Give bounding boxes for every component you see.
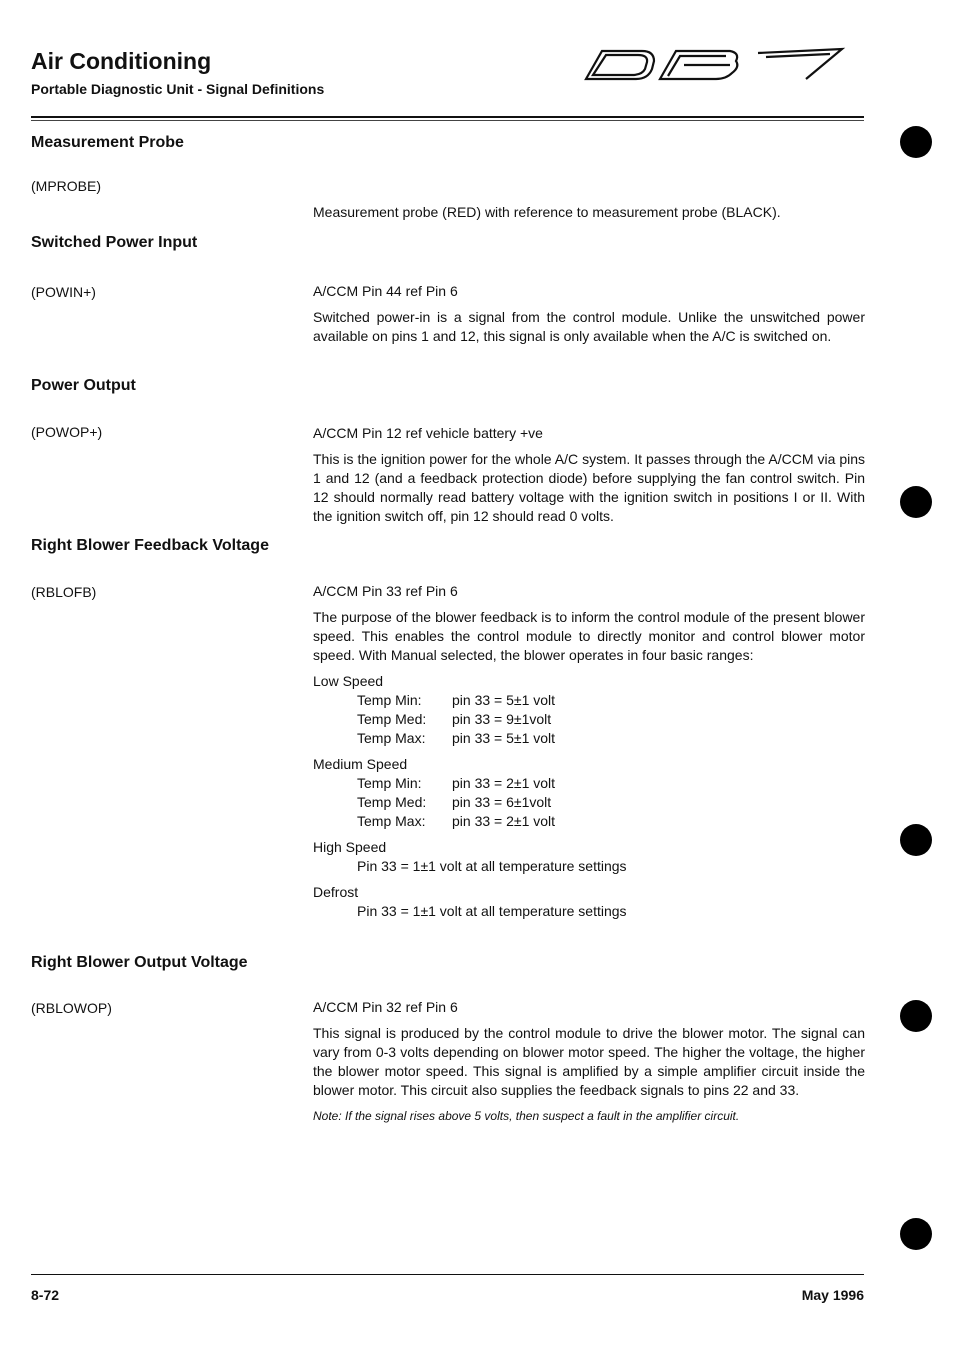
section-heading: Power Output — [31, 377, 136, 394]
temp-value: pin 33 = 2±1 volt — [452, 775, 556, 791]
section-heading: Measurement Probe — [31, 134, 184, 151]
speed-value: Pin 33 = 1±1 volt at all temperature settings — [357, 903, 627, 919]
binder-hole — [900, 126, 932, 158]
section-body — [313, 203, 865, 229]
footer-rule — [31, 1274, 864, 1275]
signal-code: (RBLOWOP) — [31, 1000, 112, 1016]
temp-label: Temp Max: — [357, 813, 426, 829]
speed-value: Pin 33 = 1±1 volt at all temperature settings — [357, 858, 627, 874]
issue-date: May 1996 — [801, 1287, 864, 1303]
body-text: This signal is produced by the control module to drive the blower motor. The signal can vary from 0-3 volts depending on blower motor speed. The higher the voltage, the higher the blower motor speed. This signal is amplified by a simple amplifier circuit inside the blower motor. This circuit also supplies the feedback signals to pins 22 and 33. — [313, 1025, 865, 1098]
pin-reference: A/CCM Pin 33 ref Pin 6 — [313, 583, 458, 599]
temp-value: pin 33 = 5±1 volt — [452, 730, 556, 746]
db7-logo — [580, 45, 850, 81]
temp-value: pin 33 = 9±1volt — [452, 711, 552, 727]
section-body — [313, 424, 865, 533]
temp-label: Temp Med: — [357, 711, 427, 727]
signal-code: (MPROBE) — [31, 178, 101, 194]
list-item — [313, 729, 865, 748]
signal-code: (POWOP+) — [31, 424, 103, 440]
signal-code: (POWIN+) — [31, 284, 96, 300]
body-text: Switched power-in is a signal from the control module. Unlike the unswitched power available on pins 1 and 12, this signal is only available when the A/C is switched on. — [313, 309, 865, 344]
speed-title: Medium Speed — [313, 756, 408, 772]
speed-group-medium — [313, 755, 865, 831]
body-text: The purpose of the blower feedback is to inform the control module of the present blower speed. This enables the control module to directly monitor and control blower motor speed. With Manual selected, the blower operates in four basic ranges: — [313, 609, 865, 663]
body-text: Measurement probe (RED) with reference to measurement probe (BLACK). — [313, 204, 781, 220]
temp-label: Temp Max: — [357, 730, 426, 746]
list-item — [313, 774, 865, 793]
section-heading: Right Blower Output Voltage — [31, 954, 248, 971]
pin-reference: A/CCM Pin 44 ref Pin 6 — [313, 283, 458, 299]
binder-hole — [900, 486, 932, 518]
page-subtitle: Portable Diagnostic Unit - Signal Definitions — [31, 81, 325, 97]
note-text: Note: If the signal rises above 5 volts, then suspect a fault in the amplifier circuit. — [313, 1109, 740, 1123]
pin-reference: A/CCM Pin 12 ref vehicle battery +ve — [313, 425, 543, 441]
page-number: 8-72 — [31, 1287, 60, 1303]
list-item — [313, 710, 865, 729]
section-body — [313, 582, 865, 928]
speed-title: High Speed — [313, 839, 387, 855]
section-body — [313, 282, 865, 353]
speed-title: Low Speed — [313, 673, 384, 689]
section-heading: Switched Power Input — [31, 234, 198, 251]
speed-group-low — [313, 672, 865, 748]
signal-code: (RBLOFB) — [31, 584, 97, 600]
temp-value: pin 33 = 2±1 volt — [452, 813, 556, 829]
section-body — [313, 998, 865, 1133]
list-item — [313, 691, 865, 710]
list-item — [313, 812, 865, 831]
binder-hole — [900, 824, 932, 856]
binder-hole — [900, 1000, 932, 1032]
temp-label: Temp Med: — [357, 794, 427, 810]
section-heading: Right Blower Feedback Voltage — [31, 537, 269, 554]
speed-group-defrost — [313, 883, 865, 921]
header-rule-thin — [31, 120, 864, 121]
list-item — [313, 793, 865, 812]
temp-label: Temp Min: — [357, 692, 422, 708]
body-text: This is the ignition power for the whole A/C system. It passes through the A/CCM via pins 1 and 12 (and a feedback protection diode) before supplying the fan control switch. Pin 12 should normally read battery voltage with the ignition switch in positions I or II. With the ignition switch off, pin 12 should read 0 volts. — [313, 451, 865, 524]
binder-hole — [900, 1218, 932, 1250]
header-rule — [31, 116, 864, 118]
temp-value: pin 33 = 6±1volt — [452, 794, 552, 810]
temp-value: pin 33 = 5±1 volt — [452, 692, 556, 708]
pin-reference: A/CCM Pin 32 ref Pin 6 — [313, 999, 458, 1015]
speed-title: Defrost — [313, 884, 359, 900]
temp-label: Temp Min: — [357, 775, 422, 791]
page-title: Air Conditioning — [31, 48, 212, 74]
speed-group-high — [313, 838, 865, 876]
